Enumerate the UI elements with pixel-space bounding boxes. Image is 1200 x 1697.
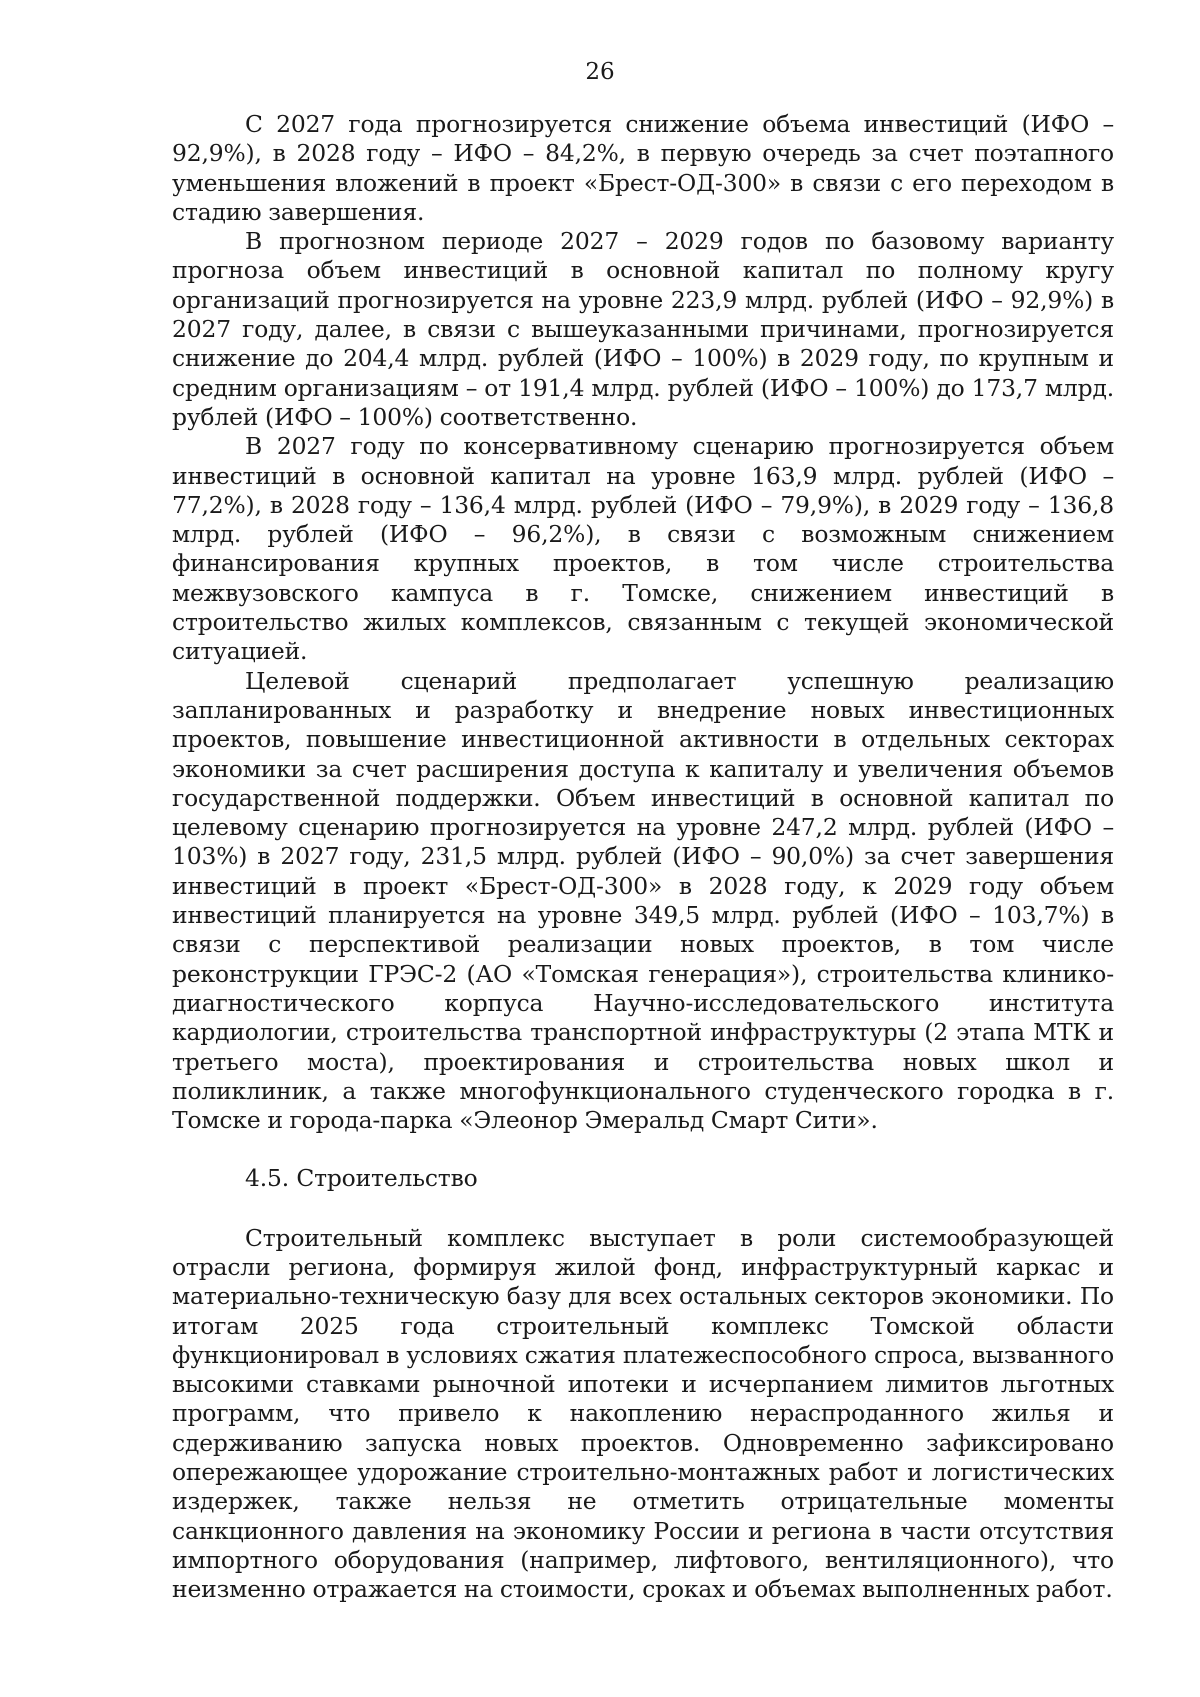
paragraph-base-scenario: В прогнозном периоде 2027 – 2029 годов по базовому варианту прогноза объем инвестиций в основной капитал по полному кругу организаций прогнозируется на уровне 223,9 млрд. рублей (ИФО – 92,9%) в 2027 году, далее, в связи с вышеуказанными причинами, прогнозируется снижение до 204,4 млрд. рублей (ИФО – 100%) в 2029 году, по крупным и средним организациям – от 191,4 млрд. рублей (ИФО – 100%) до 173,7 млрд. рублей (ИФО – 100%) соответственно. [172, 227, 1114, 431]
paragraph-target-scenario: Целевой сценарий предполагает успешную реализацию запланированных и разработку и внедрение новых инвестиционных проектов, повышение инвестиционной активности в отдельных секторах экономики за счет расширения доступа к капиталу и увеличения объемов государственной поддержки. Объем инвестиций в основной капитал по целевому сценарию прогнозируется на уровне 247,2 млрд. рублей (ИФО – 103%) в 2027 году, 231,5 млрд. рублей (ИФО – 90,0%) за счет завершения инвестиций в проект «Брест-ОД-300» в 2028 году, к 2029 году объем инвестиций планируется на уровне 349,5 млрд. рублей (ИФО – 103,7%) в связи с перспективой реализации новых проектов, в том числе реконструкции ГРЭС-2 (АО «Томская генерация»), строительства клинико-диагностического корпуса Научно-исследовательского института кардиологии, строительства транспортной инфраструктуры (2 этапа МТК и третьего моста), проектирования и строительства новых школ и поликлиник, а также многофункционального студенческого городка в г. Томске и города-парка «Элеонор Эмеральд Смарт Сити». [172, 666, 1114, 1135]
paragraph-investment-decline: С 2027 года прогнозируется снижение объема инвестиций (ИФО – 92,9%), в 2028 году – ИФО – 84,2%, в первую очередь за счет поэтапного уменьшения вложений в проект «Брест-ОД-300» в связи с его переходом в стадию завершения. [172, 110, 1114, 226]
paragraph-construction-complex: Строительный комплекс выступает в роли системообразующей отрасли региона, формируя жилой фонд, инфраструктурный каркас и материально-техническую базу для всех остальных секторов экономики. По итогам 2025 года строительный комплекс Томской области функционировал в условиях сжатия платежеспособного спроса, вызванного высокими ставками рыночной ипотеки и исчерпанием лимитов льготных программ, что привело к накоплению нераспроданного жилья и сдерживанию запуска новых проектов. Одновременно зафиксировано опережающее удорожание строительно-монтажных работ и логистических издержек, также нельзя не отметить отрицательные моменты санкционного давления на экономику России и региона в части отсутствия импортного оборудования (например, лифтового, вентиляционного), что неизменно отражается на стоимости, сроках и объемах выполненных работ. [172, 1223, 1114, 1604]
paragraph-conservative-scenario: В 2027 году по консервативному сценарию прогнозируется объем инвестиций в основной капитал на уровне 163,9 млрд. рублей (ИФО – 77,2%), в 2028 году – 136,4 млрд. рублей (ИФО – 79,9%), в 2029 году – 136,8 млрд. рублей (ИФО – 96,2%), в связи с возможным снижением финансирования крупных проектов, в том числе строительства межвузовского кампуса в г. Томске, снижением инвестиций в строительство жилых комплексов, связанным с текущей экономической ситуацией. [172, 432, 1114, 666]
page-number: 26 [585, 59, 615, 85]
section-heading: 4.5. Строительство [245, 1164, 478, 1193]
document-body [172, 110, 1114, 1605]
